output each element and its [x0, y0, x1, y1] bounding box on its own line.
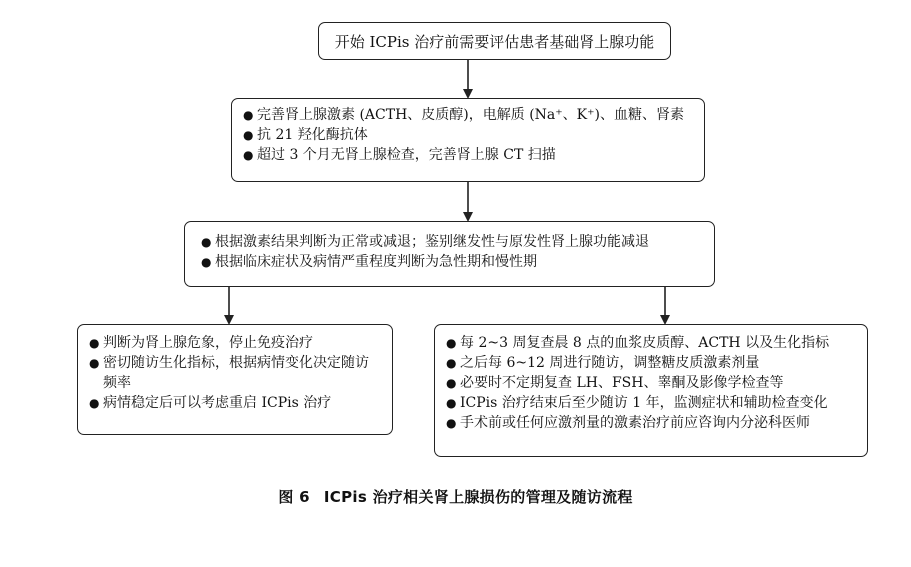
bullet-icon: ●: [446, 396, 457, 410]
bullet-icon: ●: [201, 255, 212, 269]
bullet-icon: ●: [446, 356, 457, 370]
evaluation-item: ● 完善肾上腺激素 (ACTH、皮质醇)，电解质 (Na⁺、K⁺)、血糖、肾素: [243, 107, 684, 123]
bullet-icon: ●: [243, 108, 254, 122]
start-box: [318, 22, 671, 60]
bullet-icon: ●: [446, 376, 457, 390]
evaluation-item: ● 超过 3 个月无肾上腺检查，完善肾上腺 CT 扫描: [243, 147, 556, 163]
right-branch-box: [434, 324, 868, 457]
bullet-icon: ●: [446, 336, 457, 350]
left-branch-item: ● 密切随访生化指标，根据病情变化决定随访频率: [89, 355, 369, 391]
bullet-icon: ●: [89, 356, 100, 370]
figure-caption: [0, 486, 911, 507]
judgment-item: ● 根据激素结果判断为正常或减退；鉴别继发性与原发性肾上腺功能减退: [201, 234, 649, 250]
bullet-icon: ●: [446, 416, 457, 430]
right-branch-item: ● 每 2~3 周复查晨 8 点的血浆皮质醇、ACTH 以及生化指标: [446, 335, 830, 351]
start-label: 开始 ICPis 治疗前需要评估患者基础肾上腺功能: [334, 32, 655, 51]
right-branch-item: ● ICPis 治疗结束后至少随访 1 年，监测症状和辅助检查变化: [446, 395, 828, 411]
bullet-icon: ●: [243, 128, 254, 142]
right-branch-item: ● 必要时不定期复查 LH、FSH、睾酮及影像学检查等: [446, 375, 784, 391]
right-branch-item: ● 之后每 6~12 周进行随访，调整糖皮质激素剂量: [446, 355, 760, 371]
bullet-icon: ●: [89, 336, 100, 350]
evaluation-box: [231, 98, 705, 182]
bullet-icon: ●: [243, 148, 254, 162]
left-branch-box: [77, 324, 393, 435]
bullet-icon: ●: [89, 396, 100, 410]
bullet-icon: ●: [201, 235, 212, 249]
left-branch-item: ● 病情稳定后可以考虑重启 ICPis 治疗: [89, 395, 332, 411]
right-branch-item: ● 手术前或任何应激剂量的激素治疗前应咨询内分泌科医师: [446, 415, 810, 431]
figure-title: ICPis 治疗相关肾上腺损伤的管理及随访流程: [323, 488, 633, 506]
evaluation-item: ● 抗 21 羟化酶抗体: [243, 127, 368, 143]
figure-label: 图 6: [278, 488, 310, 506]
left-branch-item: ● 判断为肾上腺危象，停止免疫治疗: [89, 335, 313, 351]
judgment-box: [184, 221, 715, 287]
judgment-item: ● 根据临床症状及病情严重程度判断为急性期和慢性期: [201, 254, 537, 270]
